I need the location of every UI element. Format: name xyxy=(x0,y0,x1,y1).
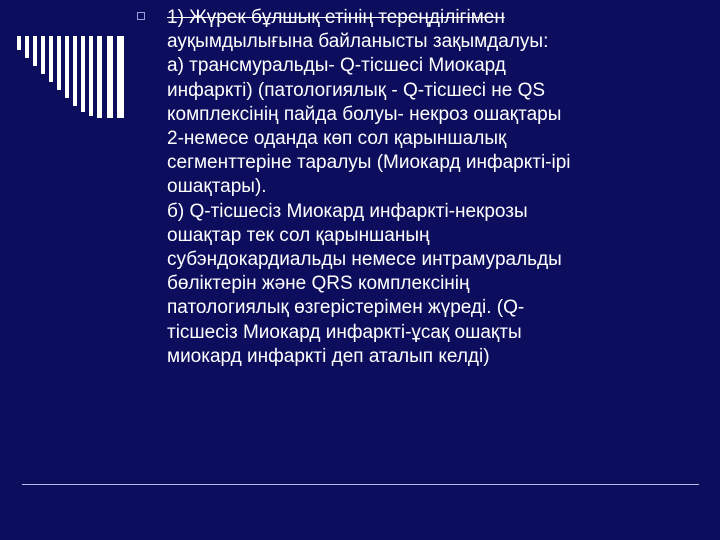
stripe xyxy=(107,36,113,118)
text-line: субэндокардиальды немесе интрамуральды xyxy=(167,249,562,271)
stripe xyxy=(33,36,37,66)
stripe xyxy=(41,36,45,74)
stripe xyxy=(117,36,124,118)
text-line: 2-немесе оданда көп сол қарыншалық xyxy=(167,128,507,150)
bullet-square-icon xyxy=(137,12,145,20)
stripe xyxy=(97,36,102,118)
text-line: ауқымдылығына байланысты зақымдалуы: xyxy=(167,31,549,53)
stripe xyxy=(17,36,21,50)
horizontal-divider xyxy=(22,484,699,485)
decorative-stripes xyxy=(17,36,127,118)
slide-body-text xyxy=(167,6,697,369)
text-line: миокард инфаркті деп аталып келді) xyxy=(167,345,490,367)
text-line: сегменттеріне таралуы (Миокард инфаркті-ірі xyxy=(167,152,571,174)
text-line: инфаркті) (патологиялық - Q-тісшесі не QS xyxy=(167,79,546,101)
text-line: патологиялық өзгерістерімен жүреді. (Q- xyxy=(167,297,525,319)
text-line: ошақтары). xyxy=(167,176,267,198)
stripe xyxy=(89,36,93,116)
stripe xyxy=(49,36,53,82)
stripe xyxy=(73,36,77,106)
stripe xyxy=(57,36,61,90)
stripe xyxy=(25,36,29,58)
text-line: ошақтар тек сол қарыншаның xyxy=(167,224,430,246)
stripe xyxy=(81,36,85,112)
text-line: 1) Жүрек бұлшық етінің тереңділігімен xyxy=(167,7,505,28)
text-line: а) трансмуральды- Q-тісшесі Миокард xyxy=(167,55,506,77)
text-line: б) Q-тісшесіз Миокард инфаркті-некрозы xyxy=(167,200,528,222)
text-line: бөліктерін және QRS комплексінің xyxy=(167,273,470,295)
text-line: тісшесіз Миокард инфаркті-ұсақ ошақты xyxy=(167,321,522,343)
stripe xyxy=(65,36,69,98)
text-line: комплексінің пайда болуы- некроз ошақтары xyxy=(167,103,562,125)
